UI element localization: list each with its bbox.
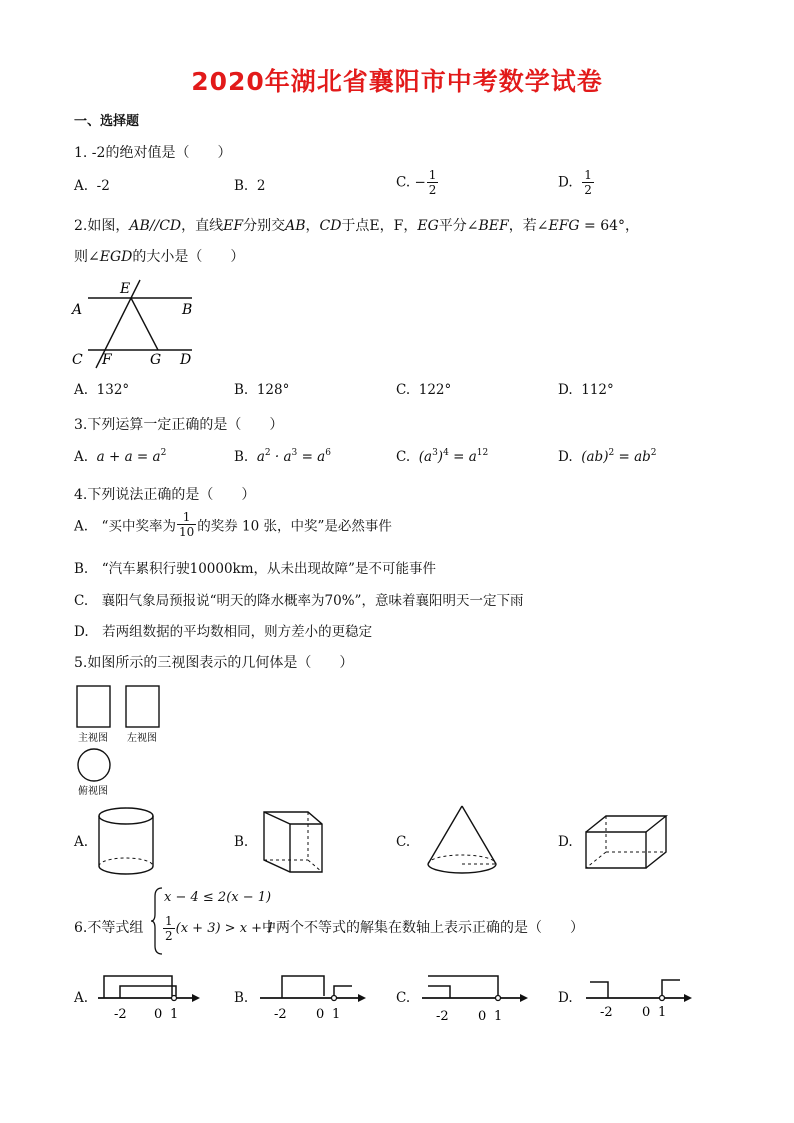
q6-option-d-label: D. — [558, 990, 573, 1006]
label-b: B — [182, 302, 193, 318]
q4-option-d: D. 若两组数据的平均数相同，则方差小的更稳定 — [74, 624, 373, 640]
q5-option-c-cone — [424, 804, 502, 878]
svg-text:0: 0 — [154, 1007, 163, 1022]
label-e: E — [120, 281, 131, 297]
section-heading: 一、选择题 — [74, 114, 140, 129]
q5-three-views — [70, 683, 180, 798]
question-3-stem: 3.下列运算一定正确的是（ ） — [74, 417, 284, 433]
q4-option-b: B. “汽车累积行驶10000km，从未出现故障”是不可能事件 — [74, 561, 436, 577]
q3-option-d: D. $(ab)^2 = ab^2$ — [558, 448, 657, 465]
q3-option-c: C. $(a^3)^4 = a^{12}$ — [396, 448, 489, 465]
q5-option-b-label: B. — [234, 834, 249, 850]
question-2-stem-line1: 2.如图，AB//CD，直线EF分别交AB，CD于点E，F，EG平分∠BEF，若∠EFG = 64°， — [74, 218, 640, 234]
q6-option-a-number-line — [96, 970, 200, 1030]
q4-option-a: A. “买中奖率为 $\frac{1}{10}$ 的奖券 10 张，中奖”是必然事件 — [74, 510, 392, 539]
q5-option-d-label: D. — [558, 834, 573, 850]
fraction: $\frac{1}{10}$ — [178, 510, 195, 539]
q5-option-c-label: C. — [396, 834, 411, 850]
label-d: D — [180, 352, 192, 368]
fraction: $\frac{1}{2}$ — [584, 168, 592, 197]
q5-option-b-prism — [260, 806, 332, 878]
inequality-1: x − 4 ≤ 2(x − 1) — [164, 890, 272, 905]
q1-option-a: A. -2 — [74, 178, 110, 194]
svg-text:0: 0 — [642, 1005, 651, 1020]
line-eg — [131, 298, 158, 350]
question-5-stem: 5.如图所示的三视图表示的几何体是（ ） — [74, 655, 354, 671]
question-4-stem: 4.下列说法正确的是（ ） — [74, 487, 256, 503]
front-view-rect — [77, 686, 110, 727]
q5-option-a-cylinder — [96, 806, 158, 878]
q1-option-b: B. 2 — [234, 178, 266, 194]
question-6-stem-prefix: 6.不等式组 — [74, 920, 144, 936]
q6-option-a-label: A. — [74, 990, 89, 1006]
q2-option-b: B. 128° — [234, 382, 290, 398]
front-view-label: 主视图 — [78, 733, 108, 744]
svg-text:1: 1 — [170, 1007, 179, 1022]
svg-text:0: 0 — [478, 1009, 487, 1024]
q2-option-d: D. 112° — [558, 382, 614, 398]
question-6-stem-suffix: 中两个不等式的解集在数轴上表示正确的是（ ） — [262, 920, 584, 936]
q2-option-c: C. 122° — [396, 382, 452, 398]
label-g: G — [150, 352, 162, 368]
label-a: A — [72, 302, 83, 318]
svg-text:-2: -2 — [274, 1007, 287, 1022]
top-view-label: 俯视图 — [78, 786, 108, 797]
fraction: $\frac{1}{2}$ — [165, 914, 173, 943]
question-1-stem: 1. -2的绝对值是（ ） — [74, 145, 232, 161]
q1-option-d: D. $\frac{1}{2}$ — [558, 168, 592, 197]
q6-option-c-number-line — [420, 970, 528, 1030]
svg-text:-2: -2 — [114, 1007, 127, 1022]
svg-text:-2: -2 — [436, 1009, 449, 1024]
svg-text:0: 0 — [316, 1007, 325, 1022]
inequality-2: $\frac{1}{2}$ (x + 3) > x + 1 — [165, 914, 275, 943]
page-title: 2020年湖北省襄阳市中考数学试卷 — [191, 67, 603, 96]
q5-option-d-cuboid — [584, 812, 670, 874]
svg-text:1: 1 — [658, 1005, 667, 1020]
svg-text:-2: -2 — [600, 1005, 613, 1020]
q6-option-b-label: B. — [234, 990, 249, 1006]
top-view-circle — [78, 749, 110, 781]
svg-text:1: 1 — [332, 1007, 341, 1022]
left-view-label: 左视图 — [127, 733, 157, 744]
svg-text:1: 1 — [494, 1009, 503, 1024]
left-view-rect — [126, 686, 159, 727]
q4-option-c: C. 襄阳气象局预报说“明天的降水概率为70%”，意味着襄阳明天一定下雨 — [74, 593, 524, 609]
q2-geometry-figure — [70, 276, 210, 376]
label-c: C — [72, 352, 83, 368]
q6-option-b-number-line — [258, 970, 366, 1030]
label-f: F — [102, 352, 112, 368]
q2-option-a: A. 132° — [74, 382, 130, 398]
fraction: $\frac{1}{2}$ — [428, 168, 437, 197]
q6-option-d-number-line — [584, 970, 692, 1030]
q1-option-c: C. − $\frac{1}{2}$ — [396, 168, 437, 197]
q3-option-b: B. $a^2 \cdot a^3 = a^6$ — [234, 448, 331, 465]
q5-option-a-label: A. — [74, 834, 89, 850]
question-2-stem-line2: 则∠EGD的大小是（ ） — [74, 249, 245, 265]
q6-option-c-label: C. — [396, 990, 411, 1006]
q3-option-a: A. $a + a = a^2$ — [74, 448, 167, 465]
